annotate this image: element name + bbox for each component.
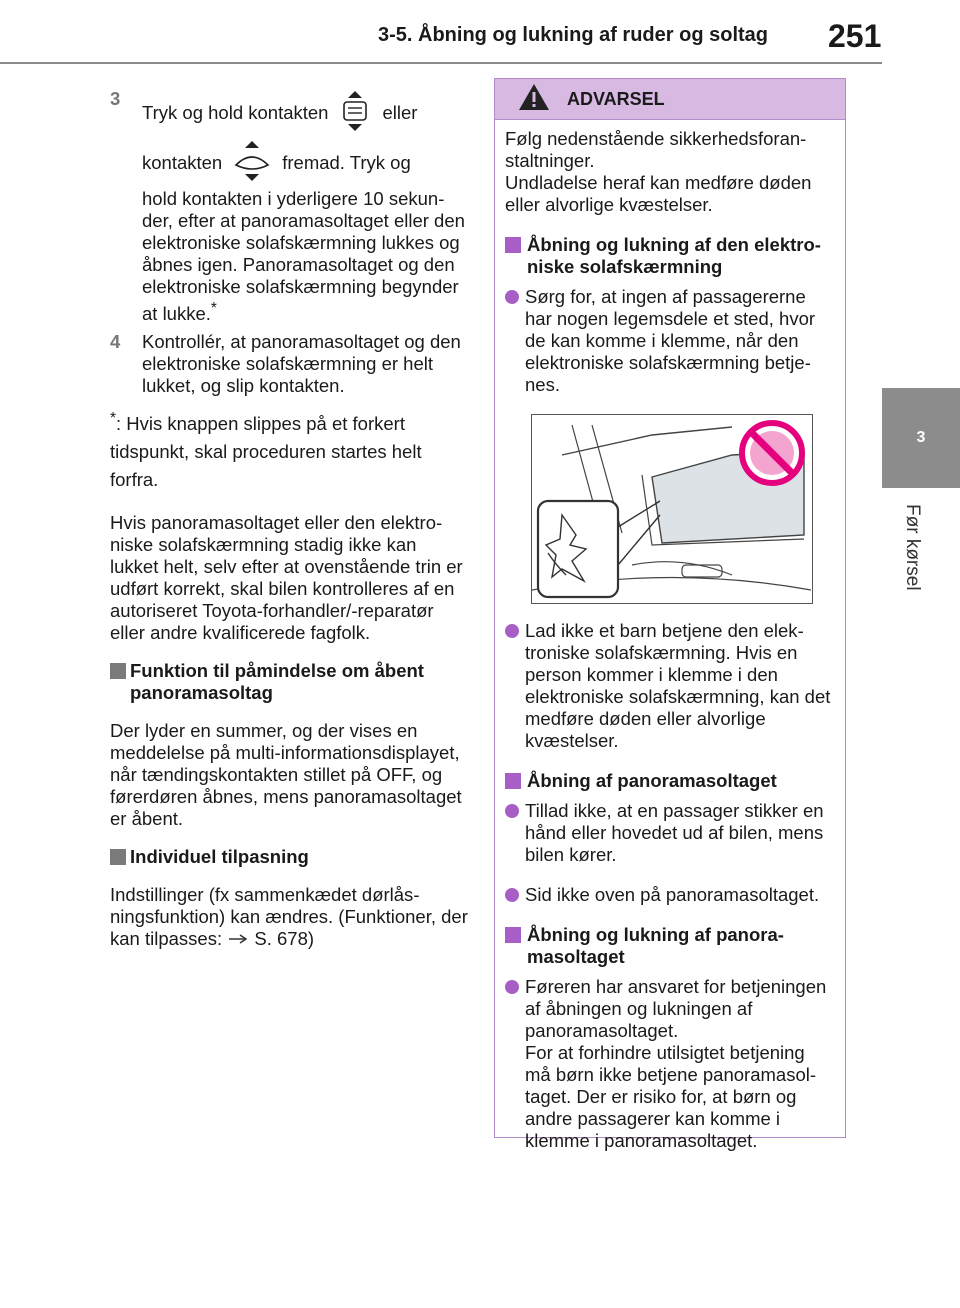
step-number: 4 — [110, 331, 121, 353]
warning-bullet — [505, 800, 833, 866]
step4-text: Kontrollér, at panoramasoltaget og den elektroniske solafskærmning er helt lukket, og slip kontakten. — [142, 331, 461, 397]
footnote-text: : Hvis knappen slippes på et forkert tidspunkt, skal proceduren startes helt forfra. — [110, 413, 422, 491]
paragraph-reminder: Der lyder en summer, og der vises en meddelelse på multi-informationsdisplayet, når tændingskontakten stillet på OFF, og førerdøren åbnes, mens panoramasoltaget er åbent. — [110, 720, 462, 830]
prohibition-icon — [742, 423, 802, 483]
warning-title: ADVARSEL — [567, 89, 665, 109]
paragraph-check: Hvis panoramasoltaget eller den elektroniske solafskærmning stadig ikke kan lukket helt, selv efter at ovenstående trin er udført korrekt, skal bilen kontrolleres af en autoriseret Toyota-forhandler/-reparatør eller andre kvalificerede fagfolk. — [110, 512, 463, 644]
circle-bullet-icon — [505, 980, 519, 994]
square-bullet-icon — [110, 849, 126, 865]
circle-bullet-icon — [505, 804, 519, 818]
subheading-text: Åbning og lukning af den elektroniske solafskærmning — [527, 234, 821, 277]
sunroof-switch-icon — [232, 139, 272, 188]
warning-triangle-icon — [517, 82, 551, 117]
main-column — [110, 88, 468, 950]
circle-bullet-icon — [505, 624, 519, 638]
warning-subheading-open-roof — [505, 770, 833, 792]
bullet-text: Tillad ikke, at en passager stikker en hånd eller hovedet ud af bilen, mens bilen kører. — [525, 800, 824, 865]
circle-bullet-icon — [505, 290, 519, 304]
circle-bullet-icon — [505, 888, 519, 902]
warning-bullet — [505, 884, 833, 906]
page-reference-link[interactable]: S. 678) — [254, 928, 315, 950]
sunshade-switch-icon — [338, 89, 372, 138]
pinch-hazard-illustration — [531, 414, 813, 604]
step3-text-a: Tryk og hold kontakten — [142, 102, 329, 123]
warning-subheading-sunshade — [505, 234, 833, 278]
page-number: 251 — [828, 18, 882, 54]
warning-bullet — [505, 620, 833, 752]
square-bullet-icon — [505, 927, 521, 943]
section-title: 3-5. Åbning og lukning af ruder og soltag — [378, 24, 768, 46]
header-divider — [0, 62, 882, 64]
step3-text-c: kontakten — [142, 152, 223, 173]
bullet-text: Sørg for, at ingen af passagererne har nogen legemsdele et sted, hvor de kan komme i klemme, når den elektroniske solafskærmning betjenes. — [525, 286, 816, 395]
square-bullet-icon — [110, 663, 126, 679]
chapter-tab[interactable] — [882, 388, 960, 488]
warning-subheading-open-close-roof — [505, 924, 833, 968]
square-bullet-icon — [505, 237, 521, 253]
bullet-text: Sid ikke oven på panoramasoltaget. — [525, 884, 820, 905]
bullet-text: Føreren har ansvaret for betjeningen af åbningen og lukningen af panoramasoltaget. For at forhindre utilsigtet betjening må børn ikke betjene panoramasoltaget. Der er risiko for, at børn og andre passagerer kan komme i klemme i panoramasoltaget. — [525, 976, 827, 1151]
step3-text-b: eller — [382, 102, 418, 123]
warning-bullet — [505, 976, 833, 1152]
step-3 — [110, 88, 468, 325]
subheading-customization — [110, 846, 468, 868]
warning-header — [495, 79, 845, 120]
step-4 — [110, 331, 468, 397]
chapter-label: Før kørsel — [902, 504, 923, 591]
subheading-text: Individuel tilpasning — [130, 846, 309, 868]
subheading-reminder — [110, 660, 468, 704]
subheading-text: Åbning af panoramasoltaget — [527, 770, 777, 791]
warning-bullet — [505, 286, 833, 396]
footnote — [110, 405, 468, 494]
subheading-text: Funktion til påmindelse om åbent panoramasoltag — [130, 660, 424, 704]
paragraph-customization — [110, 884, 468, 950]
warning-intro: Følg nedenstående sikkerhedsforanstaltninger. Undladelse heraf kan medføre døden eller alvorlige kvæstelser. — [505, 128, 812, 215]
warning-box — [494, 78, 846, 1151]
bullet-text: Lad ikke et barn betjene den elektroniske solafskærmning. Hvis en person kommer i klemme i den elektroniske solafskærmning, kan det medføre døden eller alvorlige kvæstelser. — [525, 620, 831, 751]
step3-text-e: hold kontakten i yderligere 10 sekunder, efter at panoramasoltaget eller den elektroniske solafskærmning lukkes og åbnes igen. Panoramasoltaget og den elektroniske solafskærmning begynder at lukke. — [142, 188, 465, 325]
footnote-mark: * — [110, 410, 116, 428]
footnote-ref: * — [210, 300, 217, 317]
chapter-number: 3 — [916, 429, 926, 446]
customization-text: Indstillinger (fx sammenkædet dørlåsningsfunktion) kan ændres. (Funktioner, der kan tilpasses: — [110, 884, 468, 950]
subheading-text: Åbning og lukning af panoramasoltaget — [527, 924, 784, 967]
square-bullet-icon — [505, 773, 521, 789]
arrow-ref-icon — [227, 928, 254, 949]
step3-text-d: fremad. Tryk og — [282, 152, 411, 173]
step-number: 3 — [110, 88, 121, 109]
